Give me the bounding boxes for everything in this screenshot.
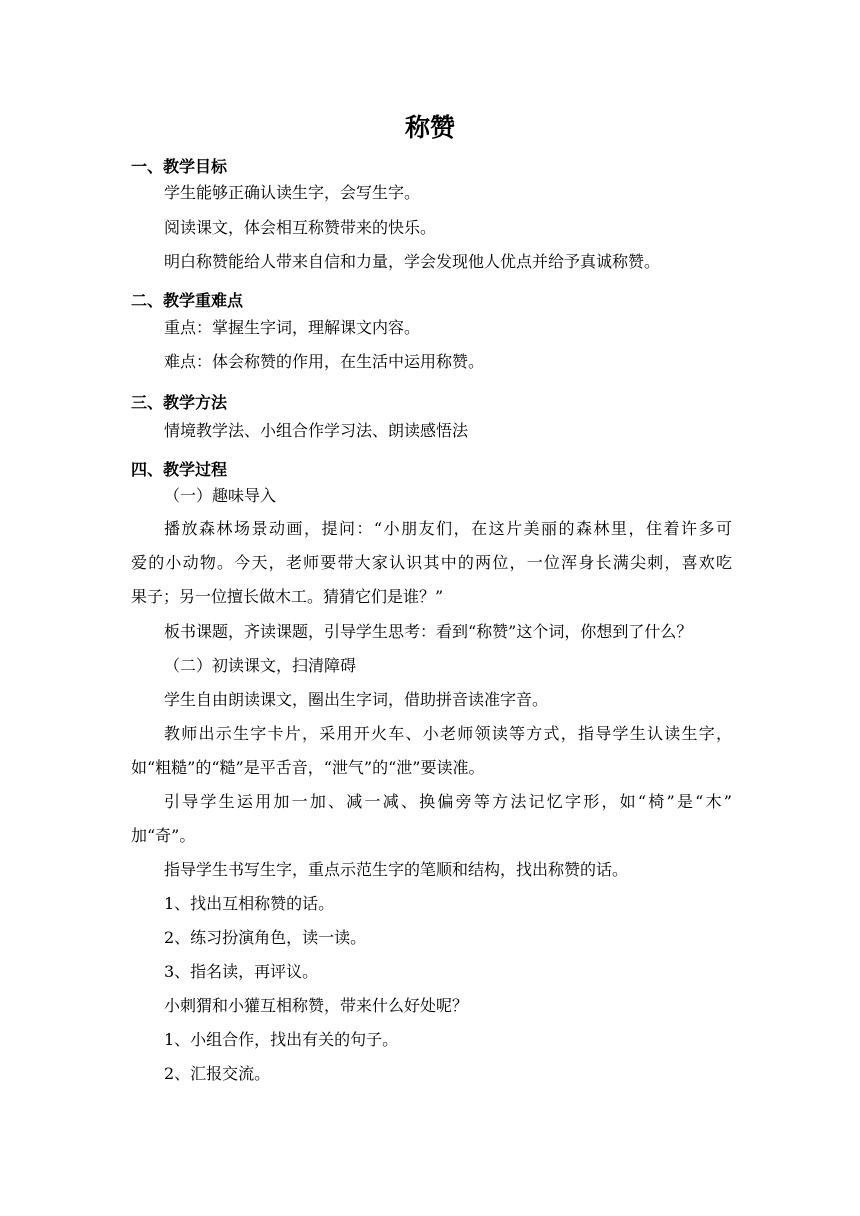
subsection-heading: （一）趣味导入 [164,486,277,505]
paragraph-line: 阅读课文，体会相互称赞带来的快乐。 [164,218,437,237]
list-item: 3、指名读，再评议。 [164,962,319,981]
section-heading-methods: 三、教学方法 [131,393,228,412]
subsection-heading: （二）初读课文，扫清障碍 [164,656,357,675]
paragraph-line: 播放森林场景动画，提问：“小朋友们，在这片美丽的森林里，住着许多可 [164,519,732,538]
list-item: 2、汇报交流。 [164,1064,271,1083]
paragraph-line: 如“粗糙”的“糙”是平舌音，“泄气”的“泄”要读准。 [131,758,485,777]
list-item: 1、小组合作，找出有关的句子。 [164,1030,399,1049]
paragraph-line: 指导学生书写生字，重点示范生字的笔顺和结构，找出称赞的话。 [164,860,629,879]
paragraph-line: 加“奇”。 [131,826,196,845]
paragraph-line: 爱的小动物。今天，老师要带大家认识其中的两位，一位浑身长满尖刺，喜欢吃 [131,553,732,572]
paragraph-line: 重点：掌握生字词，理解课文内容。 [164,318,421,337]
paragraph-line: 果子；另一位擅长做木工。猜猜它们是谁？” [131,587,444,606]
list-item: 2、练习扮演角色，读一读。 [164,928,367,947]
paragraph-line: 情境教学法、小组合作学习法、朗读感悟法 [164,421,469,440]
document-title: 称赞 [404,113,455,142]
section-heading-key-points: 二、教学重难点 [131,291,244,310]
paragraph-line: 教师出示生字卡片，采用开火车、小老师领读等方式，指导学生认读生字， [164,724,732,743]
section-heading-objectives: 一、教学目标 [131,157,228,176]
paragraph-line: 难点：体会称赞的作用，在生活中运用称赞。 [164,352,485,371]
section-heading-process: 四、教学过程 [131,460,228,479]
paragraph-line: 板书课题，齐读课题，引导学生思考：看到“称赞”这个词，你想到了什么？ [164,622,693,641]
paragraph-line: 学生自由朗读课文，圈出生字词，借助拼音读准字音。 [164,690,549,709]
list-item: 1、找出互相称赞的话。 [164,894,335,913]
paragraph-line: 小刺猬和小獾互相称赞，带来什么好处呢？ [164,996,469,1015]
paragraph-line: 明白称赞能给人带来自信和力量，学会发现他人优点并给予真诚称赞。 [164,252,661,271]
paragraph-line: 引导学生运用加一加、减一减、换偏旁等方法记忆字形，如“椅”是“木” [164,792,732,811]
paragraph-line: 学生能够正确认读生字，会写生字。 [164,183,421,202]
